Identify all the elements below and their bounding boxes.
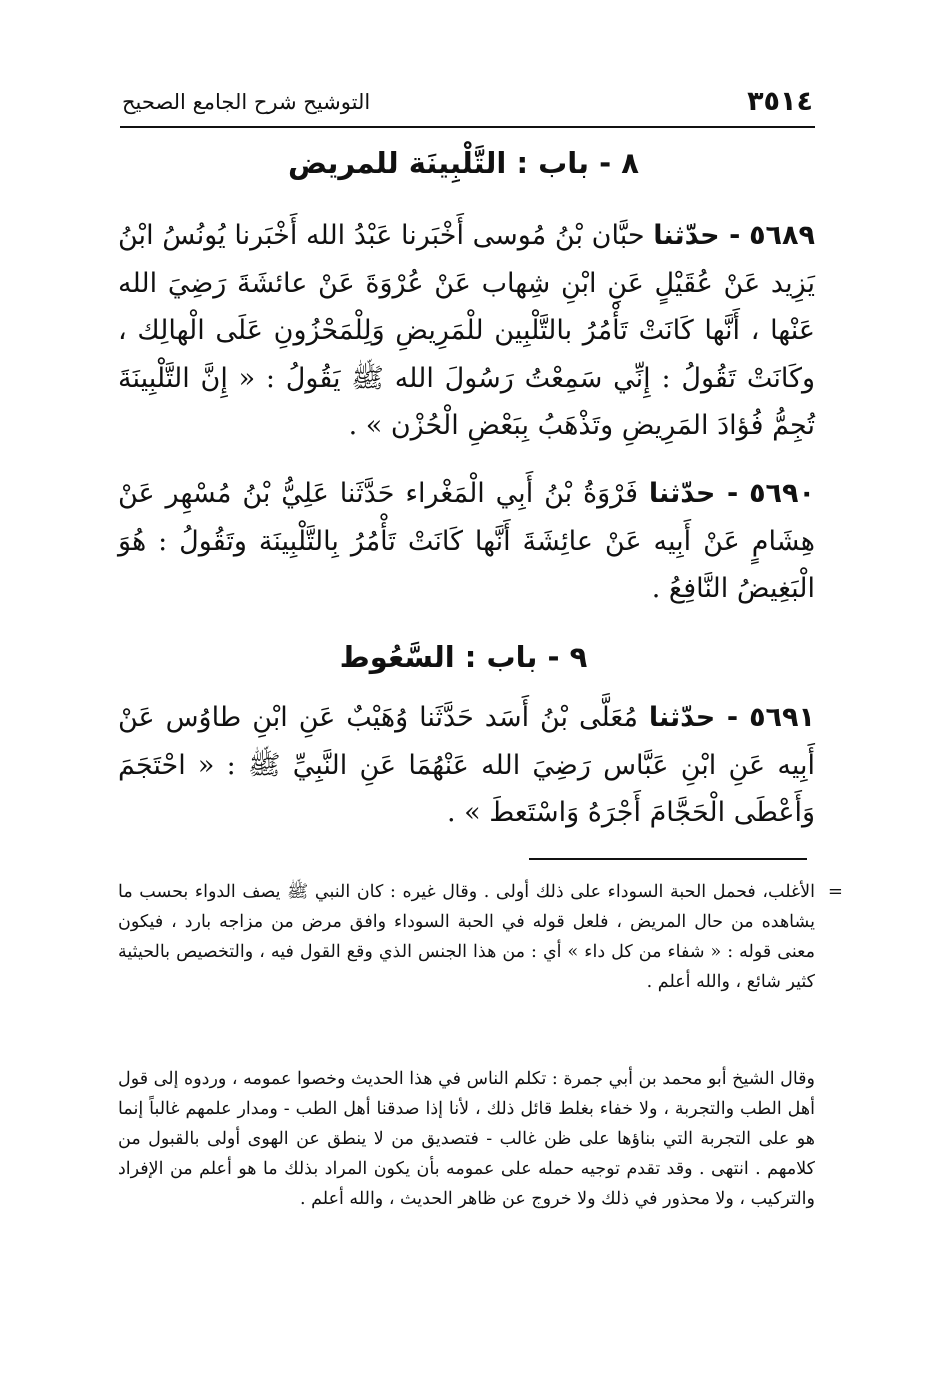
hadith-lead: - حدّثنا [653, 220, 741, 251]
hadith-lead: - حدّثنا [648, 702, 739, 733]
hadith-lead: - حدّثنا [648, 478, 739, 509]
chapter-heading: ٨ - باب : التَّلْبِينَة للمريض [287, 146, 639, 180]
hadith-text: حبَّان بْنُ مُوسى أَخْبَرنا عَبْدُ الله أَخْبَرنا يُونُسُ ابْنُ يَزِيد عَنْ عُقَيْلٍ عَنِ ابْنِ شِهاب عَنْ عُرْوَةَ عَنْ عائشَةَ رَضِيَ الله عَنْها ، أَنَّها كَانَتْ تَأْمُرُ بالتَّلْبِين للْمَرِيضِ وَلِلْمَحْزُونِ عَلَى الْهالِك ، وكَانَتْ تَقُولُ : إِنِّي سَمِعْتُ رَسُولَ الله ﷺ يَقُولُ : « إِنَّ التَّلْبِينَةَ تُجِمُّ فُؤادَ المَرِيضِ وتَذْهَبُ بِبَعْضِ الْحُزْن » . [118, 220, 815, 441]
hadith-text: مُعَلَّى بْنُ أَسَد حَدَّثَنا وُهَيْبٌ عَنِ ابْنِ طاوُس عَنْ أَبِيه عَنِ ابْنِ عَبَّاس رَضِيَ الله عَنْهُمَا عَنِ النَّبِيِّ ﷺ : « احْتَجَمَ وَأَعْطَى الْحَجَّامَ أَجْرَهُ وَاسْتَعطَ » . [118, 702, 815, 828]
chapter-heading: ٩ - باب : السَّعُوط [339, 640, 588, 674]
page-number: ٣٥١٤ [747, 86, 813, 117]
footnote-text: الأغلب، فحمل الحبة السوداء على ذلك أولى . وقال غيره : كان النبي ﷺ يصف الدواء بحسب ما يشاهده من حال المريض ، فلعل قوله في الحبة السوداء وافق مرض من مزاجه بارد ، فيكون معنى قوله : « شفاء من كل داء » أي : من هذا الجنس الذي وقع القول فيه ، والتخصيص بالحيثية كثير شائع ، والله أعلم . [118, 882, 815, 992]
footnote-divider [529, 858, 807, 860]
footnote-text: وقال الشيخ أبو محمد بن أبي جمرة : تكلم الناس في هذا الحديث وخصوا عمومه ، وردوه إلى قول أهل الطب والتجربة ، ولا خفاء بغلط قائل ذلك ، لأنا إذا صدقنا أهل الطب - ومدار علمهم غالباً إنما هو على التجربة التي بناؤها على ظن غالب - فتصديق من لا ينطق عن الهوى أولى بالقبول من كلامهم . انتهى . وقد تقدم توجيه حمله على عمومه بأن يكون المراد بذلك ما هو أعلم من الإفراد والتركيب ، ولا محذور في ذلك ولا خروج عن ظاهر الحديث ، والله أعلم . [118, 1069, 815, 1209]
hadith-number: ٥٦٨٩ [749, 220, 815, 251]
hadith-paragraph [118, 694, 815, 837]
footnote-paragraph [118, 877, 843, 997]
footnote-paragraph [118, 1064, 815, 1214]
hadith-text: فَرْوَةُ بْنُ أَبِي الْمَغْراء حَدَّثَنا عَلِيُّ بْنُ مُسْهِر عَنْ هِشَامٍ عَنْ أَبِيه عَنْ عائِشَةَ أَنَّها كَانَتْ تَأْمُرُ بِالتَّلْبِينَة وتَقُولُ : هُوَ الْبَغِيضُ النَّافِعُ . [118, 478, 815, 604]
continuation-mark: = [827, 881, 843, 902]
hadith-paragraph [118, 212, 815, 450]
book-title: التوشيح شرح الجامع الصحيح [122, 90, 371, 114]
hadith-number: ٥٦٩١ [749, 702, 815, 733]
hadith-number: ٥٦٩٠ [749, 478, 815, 509]
page-header [120, 82, 815, 128]
hadith-paragraph [118, 470, 815, 613]
